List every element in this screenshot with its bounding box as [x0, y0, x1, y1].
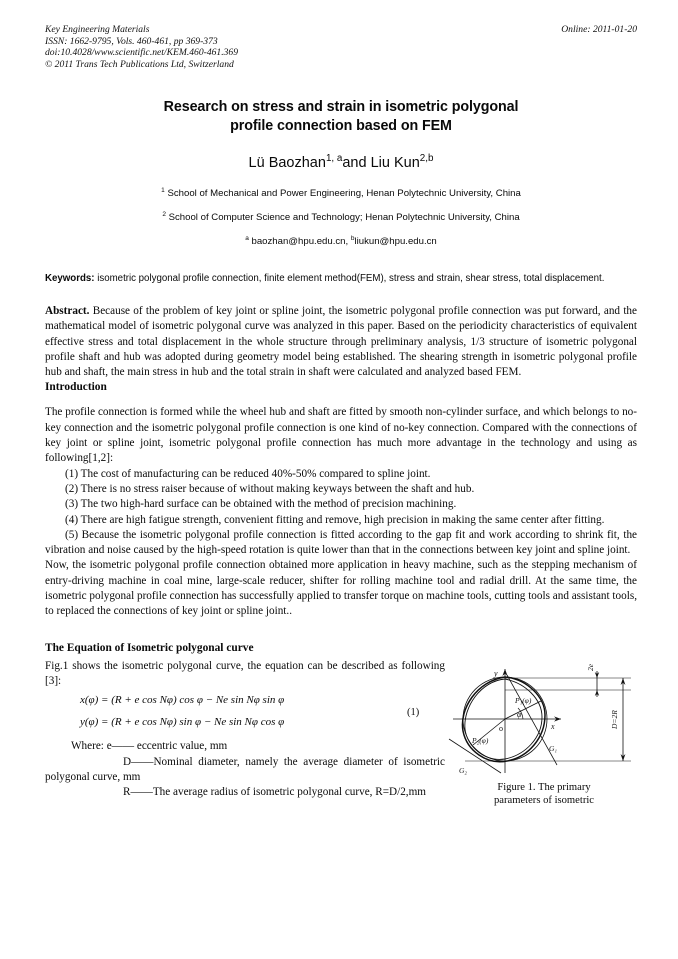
figure-label-p1: P₁(φ)	[515, 695, 532, 705]
affiliation-1-text: School of Mechanical and Power Engineering, Henan Polytechnic University, China	[164, 188, 521, 200]
author-two-marker: 2,b	[419, 153, 434, 165]
list-item: (2) There is no stress raiser because of without making keyways between the shaft and hub.	[65, 482, 475, 495]
equation-left-column	[45, 659, 445, 801]
figure-label-2e: 2e	[586, 663, 595, 671]
online-date: Online: 2011-01-20	[561, 24, 637, 35]
author-list	[45, 154, 637, 172]
figure-1-diagram	[445, 661, 643, 777]
introduction-paragraph-2: Now, the isometric polygonal profile connection obtained more application in heavy machine, such as the stepping mechanism of entry-driving machine in coal mine, large-scale reducer, shifter for rolling machine tool and radial drill. At the same time, the isometric polygonal profile connection has successfully applied to transfer torque on machine tools, cutting tools and assistant tools, to replaced the connections of key joint or spline joint..	[45, 559, 637, 618]
email-b[interactable]: liukun@hpu.edu.cn	[354, 236, 437, 248]
author-one-marker: 1, a	[325, 153, 343, 165]
page-content	[45, 24, 637, 806]
abstract-label: Abstract.	[45, 304, 90, 317]
figure-label-origin: o	[499, 723, 503, 733]
keywords-label: Keywords:	[45, 273, 95, 285]
section-heading-introduction: Introduction	[45, 381, 107, 394]
journal-name: Key Engineering Materials	[45, 24, 150, 35]
title-line-2: profile connection based on FEM	[230, 117, 452, 134]
keywords-block	[45, 272, 637, 286]
author-one-name: Lü Baozhan	[248, 155, 326, 172]
author-two-name: Liu Kun	[370, 155, 420, 172]
abstract-block	[45, 304, 637, 380]
journal-issn: ISSN: 1662-9795, Vols. 460-461, pp 369-373	[45, 35, 218, 47]
author-conjunction: and	[342, 155, 371, 172]
affiliation-2-text: School of Computer Science and Technology; Henan Polytechnic University, China	[165, 212, 520, 224]
equation-intro-text: Fig.1 shows the isometric polygonal curve, the equation can be described as following [3]:	[45, 659, 445, 687]
affiliation-2-marker: 2	[162, 211, 166, 219]
introduction-paragraph-1: The profile connection is formed while the wheel hub and shaft are fitted by smooth non-cylinder surface, and which belongs to no-key connection and the isometric polygonal profile connection is one kind of no-key connection. Compared with the connections of key joint or spline joint, isometric polygonal profile connection has much more advantage in the technology and using as following[1,2]:	[45, 406, 637, 465]
figure-label-g1: G₁	[549, 743, 558, 753]
equation-block	[45, 693, 445, 737]
figure-label-p2: P₂(φ)	[472, 735, 489, 745]
list-item: (3) The two high-hard surface can be obtained with the method of precision machining.	[65, 498, 457, 511]
where-line-e: Where: e—— eccentric value, mm	[71, 740, 228, 753]
title-line-1: Research on stress and strain in isometric polygonal	[163, 99, 519, 116]
where-line-r: R——The average radius of isometric polygonal curve, R=D/2,mm	[123, 786, 427, 799]
list-item: (5) Because the isometric polygonal profile connection is fitted according to the gap fit and work according to shrink fit, the vibration and noise caused by the high-speed rotation is quite lower than that in the connections between key joint and spline joint.	[45, 528, 637, 557]
figure-caption-line-2: parameters of isometric	[493, 794, 594, 806]
section-heading-equation: The Equation of Isometric polygonal curve	[45, 641, 254, 654]
figure-1	[445, 661, 643, 807]
figure-label-diameter: D=2R	[610, 709, 619, 729]
list-item: (4) There are high fatigue strength, convenient fitting and remove, high precision in making the same center after fitting.	[65, 513, 605, 526]
equation-figure-columns	[45, 659, 637, 806]
figure-label-x: x	[551, 721, 555, 731]
where-definitions	[45, 739, 445, 800]
equation-number: (1)	[407, 707, 420, 719]
figure-1-caption	[445, 781, 643, 807]
keywords-text: isometric polygonal profile connection, finite element method(FEM), stress and strain, shear stress, total displacement.	[94, 273, 605, 285]
author-emails	[45, 235, 637, 248]
figure-label-y: y	[494, 668, 498, 678]
abstract-text: Because of the problem of key joint or spline joint, the isometric polygonal profile connection was put forward, and the mathematical model of isometric polygonal curve was analyzed in this paper. Based on the periodicity characteristics of equivalent effective stress and total displacement in the whole structure through preliminary analysis, 1/3 structure of isometric polygonal profile shaft and hub was adopted during geometry model being established. The shearing strength in isometric polygonal profile hub and shaft, the main stress in hub and the total strain in shaft were calculated and analyzed based FEM.	[45, 304, 637, 379]
affiliation-2	[45, 211, 637, 224]
journal-header	[45, 24, 637, 70]
list-item: (1) The cost of manufacturing can be reduced 40%-50% compared to spline joint.	[65, 467, 431, 480]
journal-copyright: © 2011 Trans Tech Publications Ltd, Switzerland	[45, 58, 234, 70]
where-line-d: D——Nominal diameter, namely the average diameter of isometric polygonal curve, mm	[45, 755, 445, 783]
figure-caption-line-1: Figure 1. The primary	[497, 781, 591, 793]
email-b-marker: b	[350, 235, 355, 243]
page-title	[45, 98, 637, 135]
affiliation-1	[45, 187, 637, 200]
email-a[interactable]: baozhan@hpu.edu.cn,	[248, 236, 351, 248]
affiliation-1-marker: 1	[161, 187, 165, 195]
equation-1: x(φ) = (R + e cos Nφ) cos φ − Ne sin Nφ sin φ	[80, 694, 285, 707]
equation-2: y(φ) = (R + e cos Nφ) sin φ − Ne sin Nφ cos φ	[80, 716, 285, 729]
figure-label-phi: φ	[517, 709, 522, 719]
journal-doi: doi:10.4028/www.scientific.net/KEM.460-461.369	[45, 47, 239, 59]
figure-label-g2: G₂	[459, 765, 468, 775]
equation-section	[45, 641, 637, 806]
email-a-marker: a	[245, 235, 249, 243]
